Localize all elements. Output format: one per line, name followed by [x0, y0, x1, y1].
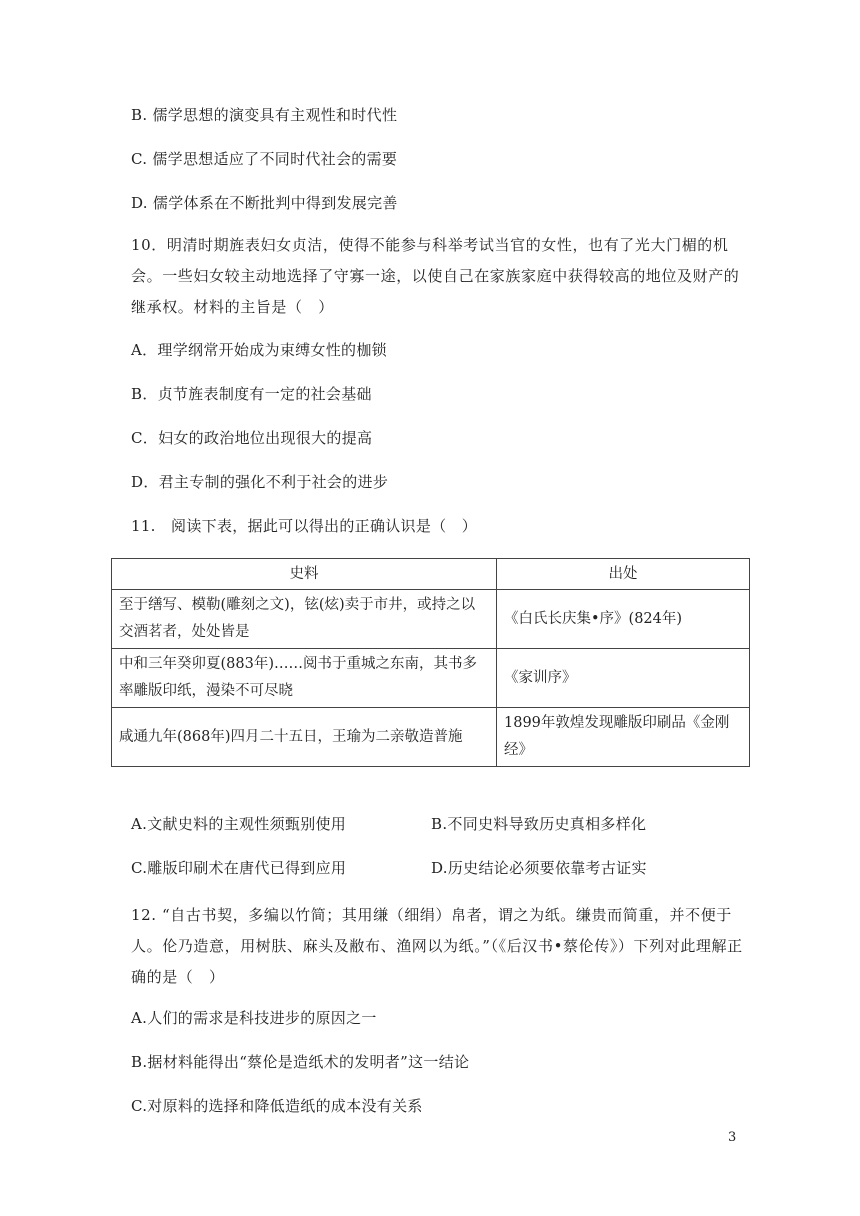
q9-option-d: D. 儒学体系在不断批判中得到发展完善: [131, 194, 398, 212]
q11-source-table: [111, 558, 750, 767]
q12-option-a: A.人们的需求是科技进步的原因之一: [131, 1009, 377, 1027]
table-cell-origin: 《白氏长庆集•序》(824年): [497, 590, 750, 649]
q11-option-d: D.历史结论必须要依靠考古证实: [431, 859, 647, 877]
q10-option-a: A．理学纲常开始成为束缚女性的枷锁: [131, 341, 387, 359]
q12-option-b: B.据材料能得出“蔡伦是造纸术的发明者”这一结论: [131, 1053, 470, 1071]
q11-option-c: C.雕版印刷术在唐代已得到应用: [131, 859, 347, 877]
q11-option-b: B.不同史料导致历史真相多样化: [431, 815, 647, 833]
page-number: 3: [728, 1130, 737, 1145]
table-row: [112, 649, 750, 708]
table-row: [112, 708, 750, 767]
table-header-source: 史料: [112, 559, 497, 590]
q10-stem: 10．明清时期旌表妇女贞洁，使得不能参与科举考试当官的女性，也有了光大门楣的机会。一些妇女较主动地选择了守寡一途，以使自己在家族家庭中获得较高的地位及财产的继承权。材料的主旨是（ ）: [131, 236, 740, 316]
table-row: [112, 590, 750, 649]
table-cell-source: 中和三年癸卯夏(883年)……阅书于重城之东南，其书多率雕版印纸，漫染不可尽晓: [112, 649, 497, 708]
table-cell-source: 咸通九年(868年)四月二十五日，王瑜为二亲敬造普施: [112, 708, 497, 767]
table-header-row: [112, 559, 750, 590]
q10-option-c: C．妇女的政治地位出现很大的提高: [131, 429, 373, 447]
table-cell-origin: 《家训序》: [497, 649, 750, 708]
q9-option-b: B. 儒学思想的演变具有主观性和时代性: [131, 106, 398, 124]
q9-option-c: C. 儒学思想适应了不同时代社会的需要: [131, 150, 398, 168]
table-cell-source: 至于缮写、模勒(雕刻之文)，铉(炫)卖于市井，或持之以交酒茗者，处处皆是: [112, 590, 497, 649]
q11-stem: 11. 阅读下表，据此可以得出的正确认识是（ ）: [131, 517, 478, 535]
q12-option-c: C.对原料的选择和降低造纸的成本没有关系: [131, 1097, 423, 1115]
table-header-origin: 出处: [497, 559, 750, 590]
q10-option-b: B．贞节旌表制度有一定的社会基础: [131, 385, 372, 403]
q10-option-d: D．君主专制的强化不利于社会的进步: [131, 473, 389, 491]
q11-option-a: A.文献史料的主观性须甄别使用: [131, 815, 347, 833]
q12-stem: 12. “自古书契，多编以竹简；其用缣（细绢）帛者，谓之为纸。缣贵而简重，并不便于人。伦乃造意，用树肤、麻头及敝布、渔网以为纸。”（《后汉书•蔡伦传》）下列对此理解正确的是（ ）: [131, 906, 743, 986]
table-cell-origin: 1899年敦煌发现雕版印刷品《金刚经》: [497, 708, 750, 767]
